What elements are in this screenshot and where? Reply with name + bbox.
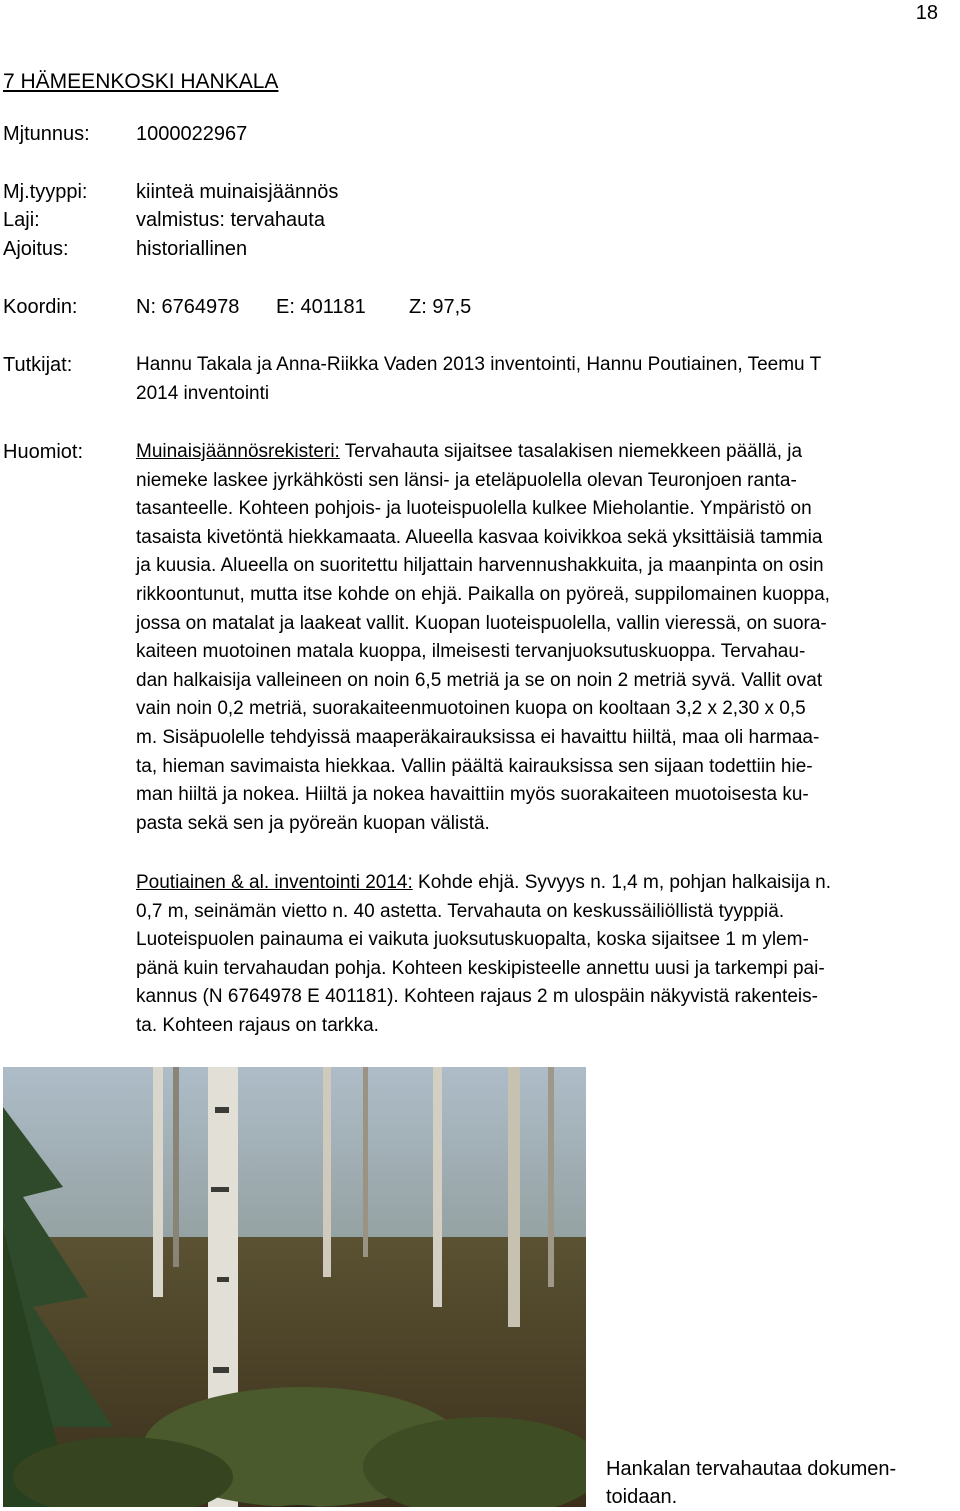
paragraph-line: kannus (N 6764978 E 401181). Kohteen rajaus 2 m ulospäin näkyvistä rakenteis- <box>136 986 818 1008</box>
paragraph-line: rikkoontunut, mutta itse kohde on ehjä. Paikalla on pyöreä, suppilomainen kuoppa, <box>136 583 830 605</box>
huomiot-paragraph-2 <box>136 869 958 1041</box>
inventointi-heading: Poutiainen & al. inventointi 2014: <box>136 872 413 893</box>
tyyppi-value: kiinteä muinaisjäännös <box>136 181 339 203</box>
paragraph-line: Luoteispuolen painauma ei vaikuta juoksutuskuopalta, koska sijaitsee 1 m ylem- <box>136 929 809 951</box>
paragraph-line: pasta sekä sen ja pyöreän kuopan välistä. <box>136 812 490 834</box>
paragraph-line: ta. Kohteen rajaus on tarkka. <box>136 1014 379 1036</box>
paragraph-line: kaiteen muotoinen matala kuoppa, ilmeisesti tervanjuoksutuskuoppa. Tervahau- <box>136 641 806 663</box>
caption-line: toidaan. <box>606 1486 678 1508</box>
mjtunnus-label: Mjtunnus: <box>3 123 90 145</box>
paragraph-line: tasanteelle. Kohteen pohjois- ja luoteispuolella kulkee Mieholantie. Ympäristö on <box>136 498 812 520</box>
mjtunnus-value: 1000022967 <box>136 123 248 145</box>
paragraph-line <box>136 438 958 467</box>
paragraph-line: niemeke laskee jyrkähkösti sen länsi- ja eteläpuolella olevan Teuronjoen ranta- <box>136 469 797 491</box>
paragraph-line: m. Sisäpuolelle tehdyissä maaperäkairauksissa ei havaittu hiiltä, maa oli harmaa- <box>136 726 820 748</box>
tutkijat-label: Tutkijat: <box>3 354 73 376</box>
photo-caption <box>606 1455 896 1511</box>
paragraph-line: jossa on matalat ja laakeat vallit. Kuopan luoteispuolella, vallin vieressä, on suora- <box>136 612 827 634</box>
ajoitus-label: Ajoitus: <box>3 238 69 260</box>
huomiot-paragraph-1 <box>136 438 958 838</box>
tyyppi-label: Mj.tyyppi: <box>3 181 88 203</box>
ajoitus-value: historiallinen <box>136 238 248 260</box>
paragraph-text: Tervahauta sijaitsee tasalakisen niemekkeen päällä, ja <box>339 441 803 462</box>
paragraph-line: vain noin 0,2 metriä, suorakaiteenmuotoinen kuopa on kooltaan 3,2 x 2,30 x 0,5 <box>136 698 806 720</box>
rekisteri-heading: Muinaisjäännösrekisteri: <box>136 441 340 462</box>
paragraph-text: Kohde ehjä. Syvyys n. 1,4 m, pohjan halkaisija n. <box>412 872 832 893</box>
tutkijat-line: 2014 inventointi <box>136 382 270 404</box>
paragraph-line: ja kuusia. Alueella on suoritettu hiljattain harvennushakkuita, ja maanpinta on osin <box>136 555 824 577</box>
laji-value: valmistus: tervahauta <box>136 209 325 231</box>
laji-label: Laji: <box>3 209 40 231</box>
tutkijat-line: Hannu Takala ja Anna-Riikka Vaden 2013 inventointi, Hannu Poutiainen, Teemu T <box>136 354 822 375</box>
huomiot-label: Huomiot: <box>3 441 84 463</box>
koordin-label: Koordin: <box>3 296 78 318</box>
paragraph-line: 0,7 m, seinämän vietto n. 40 astetta. Tervahauta on keskussäiliöllistä tyyppiä. <box>136 900 785 922</box>
koordin-z-value: Z: 97,5 <box>409 296 472 318</box>
forest-photo <box>3 1067 586 1507</box>
page-number: 18 <box>915 2 938 24</box>
paragraph-line: man hiiltä ja nokea. Hiiltä ja nokea havaittiin myös suorakaiteen muotoisesta ku- <box>136 784 809 806</box>
caption-line: Hankalan tervahautaa dokumen- <box>606 1458 897 1480</box>
page-title: 7 HÄMEENKOSKI HANKALA <box>3 70 279 93</box>
paragraph-line: ta, hieman savimaista hiekkaa. Vallin päältä kairauksissa sen sijaan todettiin hie- <box>136 755 813 777</box>
forest-photo-illustration <box>3 1067 586 1507</box>
paragraph-line <box>136 869 958 898</box>
koordin-n-value: N: 6764978 <box>136 296 240 318</box>
paragraph-line: pänä kuin tervahaudan pohja. Kohteen keskipisteelle annettu uusi ja tarkempi pai- <box>136 957 825 979</box>
paragraph-line: tasaista kivetöntä hiekkamaata. Alueella kasvaa koivikkoa sekä yksittäisiä tammia <box>136 526 823 548</box>
paragraph-line: dan halkaisija valleineen on noin 6,5 metriä ja se on noin 2 metriä syvä. Vallit ovat <box>136 669 823 691</box>
tutkijat-text <box>136 351 958 408</box>
koordin-e-value: E: 401181 <box>276 296 366 318</box>
